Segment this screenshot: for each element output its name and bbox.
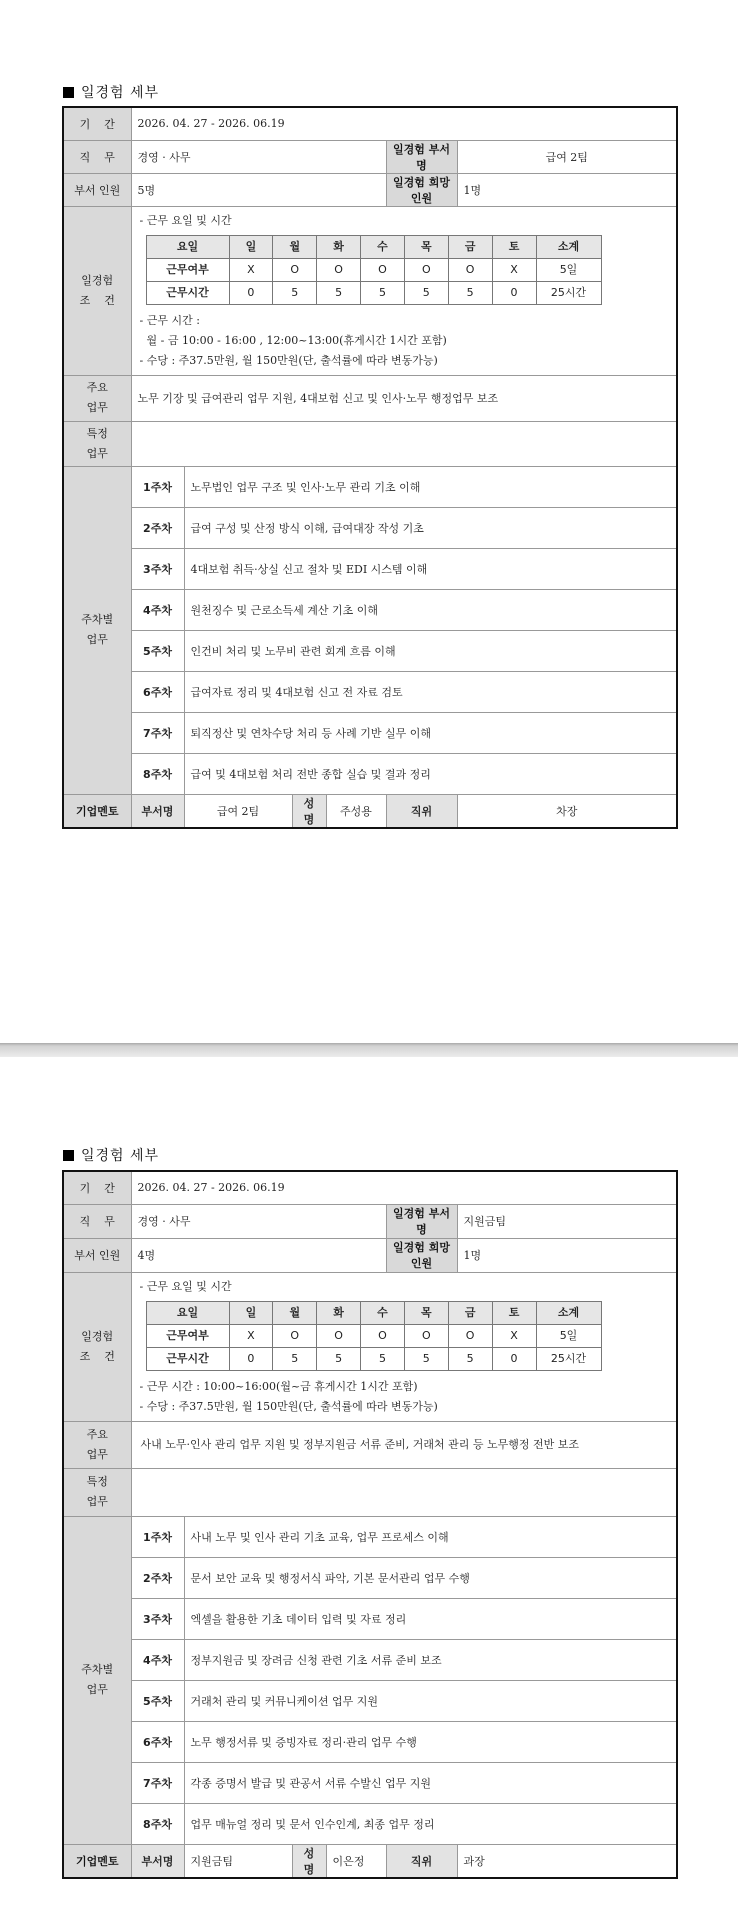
special-duty-label-line1: 특정 — [86, 1475, 108, 1488]
week-task: 4대보험 취득·상실 신고 절차 및 EDI 시스템 이해 — [184, 548, 677, 589]
dept-name-value: 지원금팀 — [457, 1204, 677, 1238]
special-duty-value — [131, 421, 677, 466]
special-duty-label — [63, 421, 131, 466]
week-task: 노무법인 업무 구조 및 인사·노무 관리 기초 이해 — [184, 466, 677, 507]
conditions-row — [63, 1272, 677, 1421]
special-duty-value — [131, 1468, 677, 1516]
week-row — [63, 1762, 677, 1803]
duty-label: 직 무 — [63, 140, 131, 173]
week-row — [63, 712, 677, 753]
main-duty-label — [63, 375, 131, 421]
section-heading-text: 일경험 세부 — [81, 85, 160, 101]
main-duty-label-line1: 주요 — [86, 1427, 108, 1441]
hope-staff-label: 일경험 희망 인원 — [386, 1238, 457, 1272]
schedule-cell: 5 — [273, 1347, 317, 1370]
duty-value: 경영 · 사무 — [131, 140, 386, 173]
week-row — [63, 1680, 677, 1721]
week-number: 8주차 — [131, 1803, 184, 1844]
schedule-header-cell: 요일 — [146, 1301, 229, 1324]
hope-staff-value: 1명 — [457, 173, 677, 206]
week-row — [63, 1639, 677, 1680]
week-row — [63, 548, 677, 589]
staff-row — [63, 1238, 677, 1272]
weekly-label — [63, 466, 131, 794]
dept-staff-value: 5명 — [131, 173, 386, 206]
duty-row — [63, 1204, 677, 1238]
period-row — [63, 1171, 677, 1204]
conditions-line: - 근무 시간 : 10:00~16:00(월~금 휴게시간 1시간 포함) — [139, 1379, 418, 1393]
conditions-line: - 수당 : 주37.5만원, 월 150만원(단, 출석률에 따라 변동가능) — [139, 1399, 438, 1413]
conditions-value — [131, 1272, 677, 1421]
week-row — [63, 630, 677, 671]
period-label: 기 간 — [63, 107, 131, 140]
conditions-line: - 근무 시간 : — [139, 313, 200, 327]
week-task: 정부지원금 및 장려금 신청 관련 기초 서류 준비 보조 — [184, 1639, 677, 1680]
schedule-cell: X — [492, 1324, 536, 1347]
week-row — [63, 1557, 677, 1598]
dept-name-label: 일경험 부서명 — [386, 140, 457, 173]
special-duty-label-line2: 업무 — [86, 1495, 108, 1508]
week-row — [63, 671, 677, 712]
schedule-header-cell: 월 — [273, 1301, 317, 1324]
dept-staff-label: 부서 인원 — [63, 173, 131, 206]
conditions-label-line1: 일경험 — [81, 273, 114, 287]
period-value: 2026. 04. 27 - 2026. 06.19 — [131, 107, 677, 140]
schedule-cell: 5 — [404, 281, 448, 304]
week-task: 사내 노무 및 인사 관리 기초 교육, 업무 프로세스 이해 — [184, 1516, 677, 1557]
week-task: 급여자료 정리 및 4대보험 신고 전 자료 검토 — [184, 671, 677, 712]
schedule-header-cell: 수 — [361, 235, 405, 258]
schedule-cell: 5 — [404, 1347, 448, 1370]
schedule-header-row — [146, 235, 601, 258]
week-number: 5주차 — [131, 1680, 184, 1721]
hope-staff-label: 일경험 희망 인원 — [386, 173, 457, 206]
weekly-label — [63, 1516, 131, 1844]
dept-staff-value: 4명 — [131, 1238, 386, 1272]
mentor-label: 기업멘토 — [63, 794, 131, 828]
schedule-header-cell: 월 — [273, 235, 317, 258]
conditions-row — [63, 206, 677, 375]
main-duty-row — [63, 375, 677, 421]
week-number: 2주차 — [131, 1557, 184, 1598]
schedule-header-cell: 금 — [448, 1301, 492, 1324]
week-number: 8주차 — [131, 753, 184, 794]
schedule-cell: O — [404, 258, 448, 281]
special-duty-label-line2: 업무 — [86, 446, 108, 460]
week-task: 인건비 처리 및 노무비 관련 회계 흐름 이해 — [184, 630, 677, 671]
schedule-header-cell: 화 — [317, 1301, 361, 1324]
mentor-dept-label: 부서명 — [131, 794, 184, 828]
schedule-cell: 근무여부 — [146, 1324, 229, 1347]
week-number: 2주차 — [131, 507, 184, 548]
schedule-work-row — [146, 1324, 601, 1347]
dept-staff-label: 부서 인원 — [63, 1238, 131, 1272]
weekly-label-line2: 업무 — [86, 1683, 108, 1696]
internship-detail-table — [62, 106, 678, 829]
mentor-name-value: 이은정 — [326, 1844, 386, 1878]
schedule-cell: 근무시간 — [146, 281, 229, 304]
week-task: 각종 증명서 발급 및 관공서 서류 수발신 업무 지원 — [184, 1762, 677, 1803]
schedule-cell: O — [361, 258, 405, 281]
dept-name-value: 급여 2팀 — [457, 140, 677, 173]
conditions-label-line2: 조 건 — [79, 1349, 115, 1363]
schedule-table — [146, 235, 602, 305]
schedule-cell: 5 — [317, 281, 361, 304]
main-duty-label-line1: 주요 — [86, 381, 108, 394]
schedule-table — [146, 1301, 602, 1371]
conditions-label — [63, 206, 131, 375]
week-number: 6주차 — [131, 671, 184, 712]
schedule-cell: 5 — [361, 1347, 405, 1370]
week-task: 거래처 관리 및 커뮤니케이션 업무 지원 — [184, 1680, 677, 1721]
schedule-work-row — [146, 258, 601, 281]
conditions-intro: - 근무 요일 및 시간 — [139, 213, 232, 227]
schedule-cell: O — [361, 1324, 405, 1347]
week-task: 문서 보안 교육 및 행정서식 파악, 기본 문서관리 업무 수행 — [184, 1557, 677, 1598]
week-row — [63, 1516, 677, 1557]
schedule-cell: 근무시간 — [146, 1347, 229, 1370]
mentor-row — [63, 794, 677, 828]
schedule-hours-row — [146, 281, 601, 304]
conditions-label — [63, 1272, 131, 1421]
week-row — [63, 466, 677, 507]
schedule-cell: 5 — [448, 1347, 492, 1370]
schedule-cell: O — [448, 258, 492, 281]
duty-value: 경영 · 사무 — [131, 1204, 386, 1238]
week-number: 4주차 — [131, 589, 184, 630]
schedule-cell: 0 — [492, 281, 536, 304]
mentor-title-value: 과장 — [457, 1844, 677, 1878]
schedule-cell: 5 — [317, 1347, 361, 1370]
mentor-name-value: 주성용 — [326, 794, 386, 828]
week-task: 급여 구성 및 산정 방식 이해, 급여대장 작성 기초 — [184, 507, 677, 548]
main-duty-label-line2: 업무 — [86, 1447, 108, 1461]
conditions-intro: - 근무 요일 및 시간 — [139, 1279, 232, 1293]
schedule-cell: O — [404, 1324, 448, 1347]
schedule-cell: O — [273, 1324, 317, 1347]
week-number: 7주차 — [131, 712, 184, 753]
week-task: 업무 매뉴얼 정리 및 문서 인수인계, 최종 업무 정리 — [184, 1803, 677, 1844]
mentor-name-label: 성명 — [292, 794, 326, 828]
schedule-header-cell: 화 — [317, 235, 361, 258]
mentor-row — [63, 1844, 677, 1878]
week-task: 원천징수 및 근로소득세 계산 기초 이해 — [184, 589, 677, 630]
schedule-header-cell: 목 — [404, 235, 448, 258]
special-duty-row — [63, 1468, 677, 1516]
square-bullet-icon — [63, 87, 74, 98]
duty-row — [63, 140, 677, 173]
main-duty-label-line2: 업무 — [86, 401, 108, 414]
main-duty-value: 노무 기장 및 급여관리 업무 지원, 4대보험 신고 및 인사·노무 행정업무 보조 — [131, 375, 677, 421]
schedule-cell: X — [229, 1324, 273, 1347]
schedule-header-cell: 토 — [492, 1301, 536, 1324]
weekly-label-line1: 주차별 — [81, 1663, 114, 1676]
schedule-cell: X — [492, 258, 536, 281]
dept-name-label: 일경험 부서명 — [386, 1204, 457, 1238]
main-duty-label — [63, 1421, 131, 1468]
week-number: 7주차 — [131, 1762, 184, 1803]
week-row — [63, 1803, 677, 1844]
schedule-cell: 5 — [361, 281, 405, 304]
section-heading — [63, 82, 159, 102]
week-row — [63, 589, 677, 630]
schedule-cell: O — [448, 1324, 492, 1347]
schedule-header-cell: 금 — [448, 235, 492, 258]
main-duty-value: 사내 노무·인사 관리 업무 지원 및 정부지원금 서류 준비, 거래처 관리 등 노무행정 전반 보조 — [131, 1421, 677, 1468]
conditions-label-line2: 조 건 — [79, 293, 115, 307]
week-row — [63, 1598, 677, 1639]
week-task: 퇴직정산 및 연차수당 처리 등 사례 기반 실무 이해 — [184, 712, 677, 753]
conditions-line: 월 - 금 10:00 - 16:00 , 12:00~13:00(휴게시간 1시간 포함) — [139, 333, 447, 347]
schedule-cell: 25시간 — [536, 281, 601, 304]
schedule-header-cell: 토 — [492, 235, 536, 258]
conditions-label-line1: 일경험 — [81, 1329, 114, 1343]
section-heading-text: 일경험 세부 — [81, 1148, 160, 1164]
week-number: 1주차 — [131, 466, 184, 507]
schedule-cell: O — [317, 1324, 361, 1347]
section-heading — [63, 1145, 159, 1165]
weekly-label-line2: 업무 — [86, 633, 108, 646]
schedule-cell: X — [229, 258, 273, 281]
schedule-header-cell: 수 — [361, 1301, 405, 1324]
hope-staff-value: 1명 — [457, 1238, 677, 1272]
schedule-cell: O — [317, 258, 361, 281]
mentor-dept-value: 급여 2팀 — [184, 794, 292, 828]
schedule-hours-row — [146, 1347, 601, 1370]
schedule-header-cell: 일 — [229, 1301, 273, 1324]
staff-row — [63, 173, 677, 206]
schedule-header-cell: 일 — [229, 235, 273, 258]
conditions-value — [131, 206, 677, 375]
period-label: 기 간 — [63, 1171, 131, 1204]
mentor-title-label: 직위 — [386, 1844, 457, 1878]
mentor-title-label: 직위 — [386, 794, 457, 828]
week-number: 3주차 — [131, 1598, 184, 1639]
schedule-header-cell: 목 — [404, 1301, 448, 1324]
mentor-dept-value: 지원금팀 — [184, 1844, 292, 1878]
schedule-cell: 5일 — [536, 258, 601, 281]
schedule-cell: 25시간 — [536, 1347, 601, 1370]
week-task: 노무 행정서류 및 증빙자료 정리·관리 업무 수행 — [184, 1721, 677, 1762]
mentor-dept-label: 부서명 — [131, 1844, 184, 1878]
schedule-cell: O — [273, 258, 317, 281]
week-task: 엑셀을 활용한 기초 데이터 입력 및 자료 정리 — [184, 1598, 677, 1639]
week-number: 4주차 — [131, 1639, 184, 1680]
week-number: 3주차 — [131, 548, 184, 589]
period-value: 2026. 04. 27 - 2026. 06.19 — [131, 1171, 677, 1204]
special-duty-row — [63, 421, 677, 466]
schedule-header-cell: 소계 — [536, 235, 601, 258]
weekly-label-line1: 주차별 — [81, 613, 114, 626]
page-separator — [0, 1043, 738, 1057]
week-number: 6주차 — [131, 1721, 184, 1762]
week-row — [63, 753, 677, 794]
week-task: 급여 및 4대보험 처리 전반 종합 실습 및 결과 정리 — [184, 753, 677, 794]
special-duty-label-line1: 특정 — [86, 426, 108, 440]
internship-detail-table — [62, 1170, 678, 1879]
mentor-label: 기업멘토 — [63, 1844, 131, 1878]
week-row — [63, 1721, 677, 1762]
week-row — [63, 507, 677, 548]
schedule-header-cell: 소계 — [536, 1301, 601, 1324]
schedule-header-row — [146, 1301, 601, 1324]
conditions-line: - 수당 : 주37.5만원, 월 150만원(단, 출석률에 따라 변동가능) — [139, 353, 438, 367]
schedule-cell: 5일 — [536, 1324, 601, 1347]
week-number: 1주차 — [131, 1516, 184, 1557]
schedule-cell: 0 — [229, 1347, 273, 1370]
schedule-cell: 근무여부 — [146, 258, 229, 281]
period-row — [63, 107, 677, 140]
schedule-cell: 5 — [273, 281, 317, 304]
square-bullet-icon — [63, 1150, 74, 1161]
duty-label: 직 무 — [63, 1204, 131, 1238]
mentor-title-value: 차장 — [457, 794, 677, 828]
special-duty-label — [63, 1468, 131, 1516]
mentor-name-label: 성명 — [292, 1844, 326, 1878]
schedule-cell: 5 — [448, 281, 492, 304]
schedule-header-cell: 요일 — [146, 235, 229, 258]
main-duty-row — [63, 1421, 677, 1468]
schedule-cell: 0 — [492, 1347, 536, 1370]
schedule-cell: 0 — [229, 281, 273, 304]
document-page-2 — [0, 1057, 738, 1928]
week-number: 5주차 — [131, 630, 184, 671]
